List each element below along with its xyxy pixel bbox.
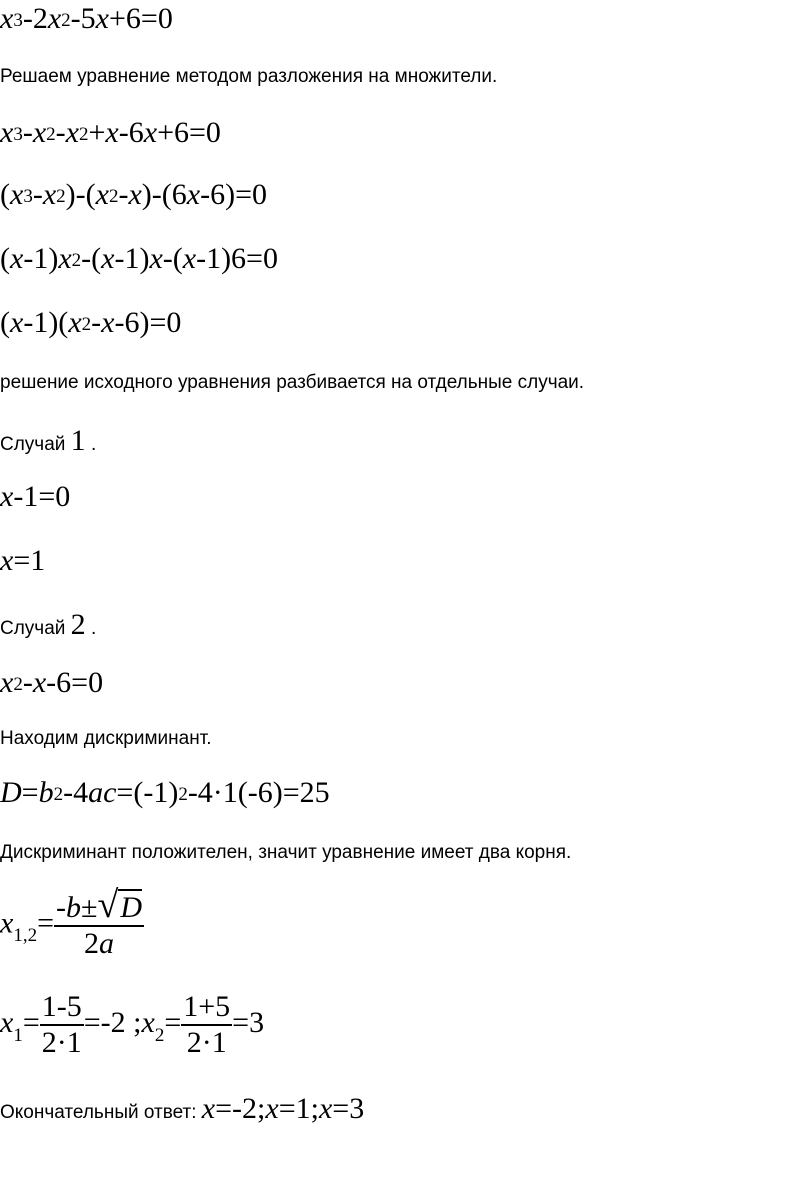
factor-step-1: x3-x2-x2+x-6x+6=0 [0,116,221,149]
case-2-heading: Случай 2 . [0,608,97,641]
case-1-solution: x=1 [0,544,46,577]
sqrt-sign: √D [97,884,142,926]
factor-step-4: (x-1)(x2-x-6)=0 [0,306,182,339]
root-1-fraction: $\frac{1-5}{2\cdot 1}$ [41,990,82,1059]
method-intro: Решаем уравнение методом разложения на множители. [0,66,498,87]
discriminant-conclusion: Дискриминант положителен, значит уравнение имеет два корня. [0,842,572,863]
case-1-equation: x-1=0 [0,480,71,513]
final-answer: Окончательный ответ: x=-2;x=1;x=3 [0,1092,365,1125]
root-2-fraction: $\frac{1+5}{2\cdot 1}$ [183,990,231,1059]
formula-fraction: $\frac{-b\pm√D}{2a}$ [56,884,142,960]
cases-intro: решение исходного уравнения разбивается на отдельные случаи. [0,372,585,393]
factor-step-3: (x-1)x2-(x-1)x-(x-1)6=0 [0,242,278,275]
quadratic-formula: $x_{1,2}=$ $\frac{-b\pm√D}{2a}$ [0,884,142,960]
roots-line: $x_1=$ $\frac{1-5}{2\cdot 1}$ =-2 $;x_2=$ $\frac{1+5}{2\cdot 1}$ =3 [0,990,265,1059]
case-2-equation: x2-x-6=0 [0,666,104,699]
discriminant-intro: Находим дискриминант. [0,728,212,749]
original-equation: x3-2x2-5x+6=0 [0,2,173,35]
discriminant-equation: D=b2-4ac=(-1)2-4·1(-6)=25 [0,776,330,809]
factor-step-2: (x3-x2)-(x2-x)-(6x-6)=0 [0,178,268,211]
case-1-heading: Случай 1 . [0,424,97,457]
